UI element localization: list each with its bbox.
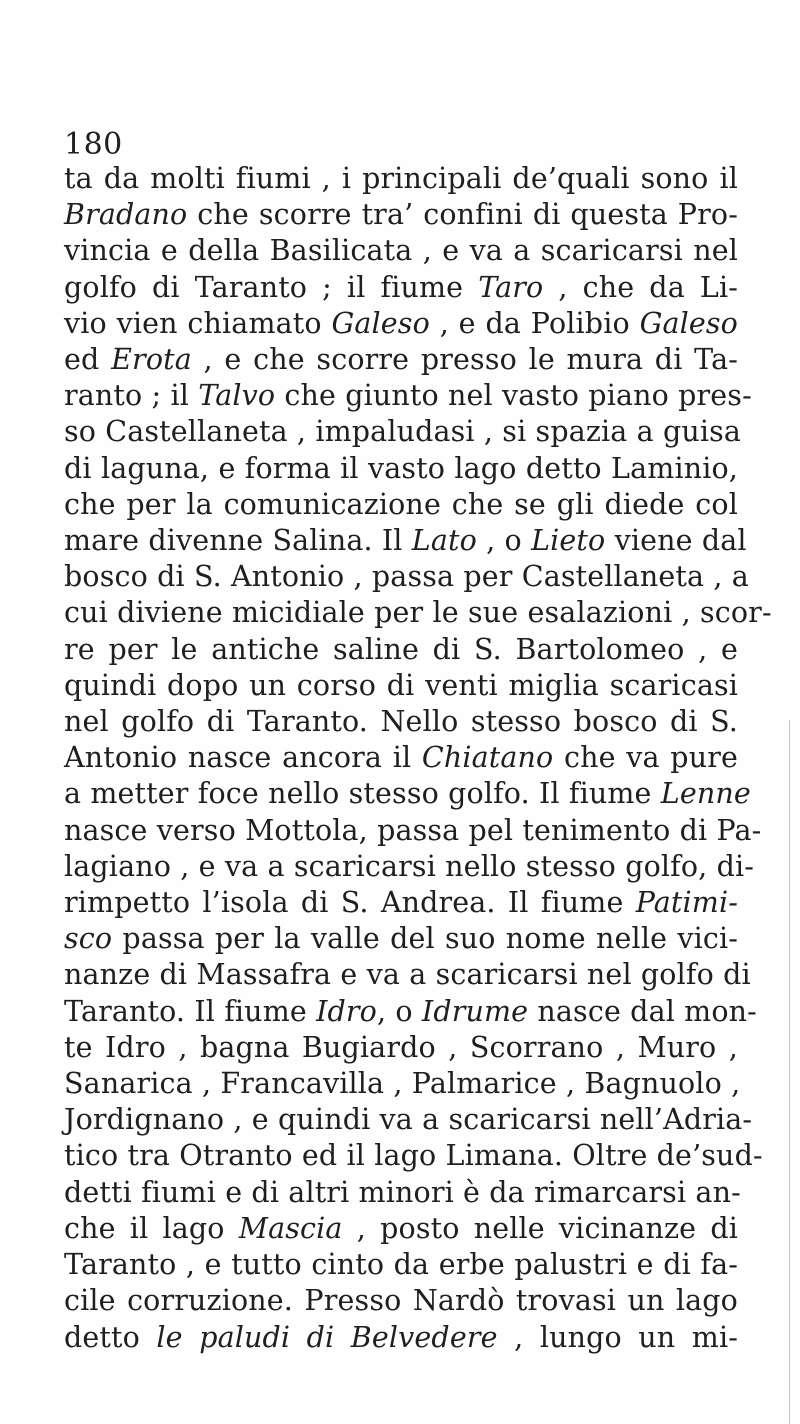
text-segment: ed [64,343,112,377]
text-line [64,414,742,450]
text-segment: so Castellaneta , impaludasi , si spazia a guisa [64,415,742,449]
text-segment: , posto nelle vicinanze di [342,1211,738,1245]
text-segment: , e che scorre presso le mura di Ta- [191,343,739,377]
text-segment: lagiano , e va a scaricarsi nello stesso golfo, di- [64,849,755,883]
italic-text-segment: Galeso [639,306,738,340]
text-line [64,885,738,921]
text-segment: che scorre tra’ confini di questa Pro- [187,198,738,232]
italic-text-segment: Idrume [421,994,529,1028]
text-line [64,342,738,378]
text-segment: Sanarica , Francavilla , Palmarice , Bagnuolo , [64,1067,741,1101]
text-segment: te Idro , bagna Bugiardo , Scorrano , Muro , [64,1030,738,1064]
text-line [64,1211,738,1247]
text-line [64,668,738,704]
text-segment: nasce verso Mottola, passa pel tenimento di Pa- [64,813,762,847]
text-line [64,161,738,197]
text-segment: a metter foce nello stesso golfo. Il fiume [64,777,661,811]
text-segment: re per le antiche saline di S. Bartolomeo , e [64,632,738,666]
italic-text-segment: Idro [316,994,377,1028]
text-segment: che il lago [64,1211,239,1245]
italic-text-segment: Lenne [660,777,751,811]
text-line [64,1175,741,1211]
text-segment: Taranto , e tutto cinto da erbe palustri e di fa- [64,1248,738,1282]
text-segment: detti fiumi e di altri minori è da rimarcarsi an- [64,1175,741,1209]
text-segment: che va pure [553,741,738,775]
italic-text-segment: Erota [111,343,192,377]
text-segment: che per la comunicazione che se gli diede col [64,487,738,521]
text-segment: , o [376,994,422,1028]
italic-text-segment: sco [64,922,113,956]
italic-text-segment: Taro [478,270,544,304]
page-number: 180 [64,127,123,162]
text-line [64,957,751,993]
text-line [64,233,738,269]
text-line [64,1066,741,1102]
text-line [64,378,752,414]
text-segment: golfo di Taranto ; il fiume [64,270,479,304]
italic-text-segment: Talvo [198,379,276,413]
text-segment: nanze di Massafra e va a scaricarsi nel golfo di [64,958,751,992]
text-line [64,1283,738,1319]
text-segment: quindi dopo un corso di venti miglia scaricasi [64,668,738,702]
text-segment: vio vien chiamato [64,306,332,340]
italic-text-segment: Mascia [238,1211,343,1245]
text-line [64,559,749,595]
italic-text-segment: le paludi di Belvedere [156,1320,498,1354]
text-segment: rimpetto l’isola di S. Andrea. Il fiume [64,886,636,920]
italic-text-segment: Galeso [331,306,430,340]
text-line [64,994,757,1030]
page-edge-shadow [786,720,800,1424]
text-line [64,704,738,740]
text-segment: ranto ; il [64,379,199,413]
text-line [64,1030,738,1066]
text-segment: , che da Li- [543,270,738,304]
text-line [64,740,738,776]
italic-text-segment: Lieto [531,524,606,558]
text-line [64,451,738,487]
body-text [64,161,772,1356]
text-segment: Antonio nasce ancora il [64,741,422,775]
text-line [64,1320,738,1356]
text-segment: Taranto. Il fiume [64,994,317,1028]
text-line [64,813,762,849]
text-segment: di laguna, e forma il vasto lago detto Laminio, [64,451,738,485]
text-line [64,523,747,559]
text-line [64,595,772,631]
text-segment: vincia e della Basilicata , e va a scaricarsi nel [64,234,738,268]
text-line [64,632,738,668]
italic-text-segment: Lato [411,524,477,558]
text-segment: cile corruzione. Presso Nardò trovasi un lago [64,1284,738,1318]
text-segment: , o [476,524,532,558]
text-line [64,1138,763,1174]
text-segment: tico tra Otranto ed il lago Limana. Oltre de’sud- [64,1139,763,1173]
text-line [64,1102,753,1138]
text-segment: Jordignano , e quindi va a scaricarsi nell’Adria- [64,1103,753,1137]
text-line [64,270,738,306]
text-segment: detto [64,1320,157,1354]
text-segment: , e da Polibio [429,306,640,340]
text-segment: ta da molti fiumi , i principali de’quali sono il [64,162,738,195]
text-segment: che giunto nel vasto piano pres- [275,379,752,413]
text-line [64,487,738,523]
text-segment: nasce dal mon- [528,994,757,1028]
text-segment: viene dal [605,524,747,558]
text-segment: passa per la valle del suo nome nelle vici- [112,922,738,956]
italic-text-segment: Patimi- [635,886,738,920]
text-segment: , lungo un mi- [497,1320,739,1354]
text-segment: nel golfo di Taranto. Nello stesso bosco di S. [64,705,738,739]
text-segment: mare divenne Salina. Il [64,524,412,558]
italic-text-segment: Chiatano [421,741,554,775]
italic-text-segment: Bradano [64,198,188,232]
text-segment: cui diviene micidiale per le sue esalazioni , scor- [64,596,772,630]
text-line [64,197,738,233]
text-segment: bosco di S. Antonio , passa per Castellaneta , a [64,560,749,594]
text-line [64,849,755,885]
text-line [64,1247,738,1283]
text-line [64,921,738,957]
text-line [64,306,738,342]
text-line [64,776,751,812]
